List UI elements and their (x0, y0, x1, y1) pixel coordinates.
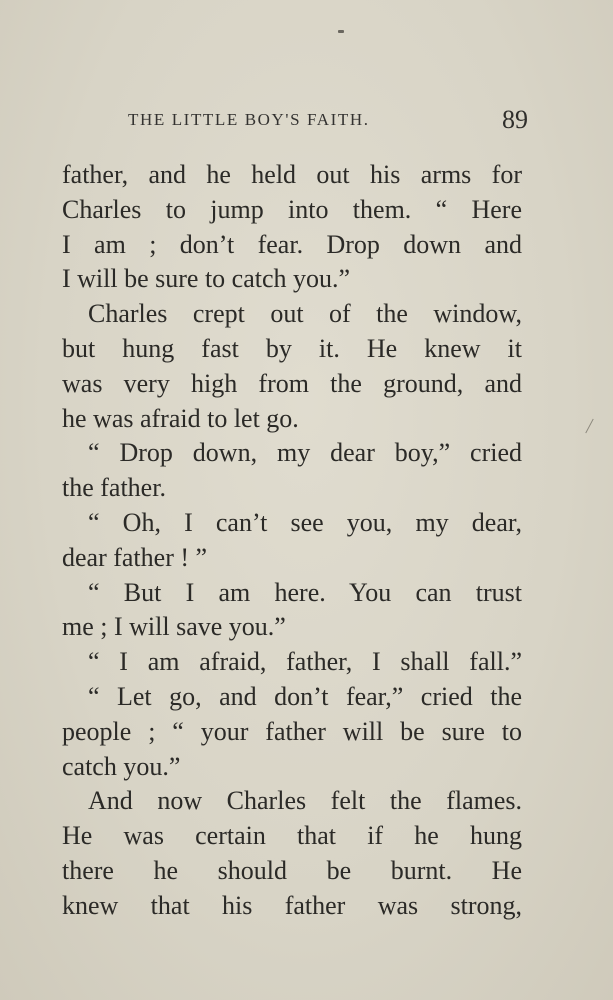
text-line: he was afraid to let go. (62, 403, 299, 433)
text-line: people ; “ your father will be sure to (62, 716, 522, 746)
body-text (62, 158, 522, 924)
text-line: “ I am afraid, father, I shall fall.” (88, 647, 522, 677)
text-line: there he should be burnt. He (62, 855, 522, 885)
text-line: “ Let go, and don’t fear,” cried the (88, 681, 522, 711)
text-line: “ But I am here. You can trust (88, 577, 522, 607)
text-line: catch you.” (62, 751, 181, 781)
ink-speck (338, 30, 344, 33)
text-line: Charles crept out of the window, (88, 299, 522, 329)
text-line: knew that his father was strong, (62, 890, 522, 920)
text-line: dear father ! ” (62, 542, 208, 572)
text-line: And now Charles felt the flames. (88, 786, 522, 816)
text-line: I will be sure to catch you.” (62, 264, 351, 294)
running-head (62, 104, 528, 136)
text-line: was very high from the ground, and (62, 368, 522, 398)
text-line: “ Drop down, my dear boy,” cried (88, 438, 522, 468)
text-line: the father. (62, 473, 166, 503)
text-line: “ Oh, I can’t see you, my dear, (88, 507, 522, 537)
text-line: father, and he held out his arms for (62, 160, 522, 189)
text-line: I am ; don’t fear. Drop down and (62, 229, 522, 259)
running-title: THE LITTLE BOY'S FAITH. (128, 110, 370, 129)
text-line: but hung fast by it. He knew it (62, 333, 522, 363)
text-line: me ; I will save you.” (62, 612, 286, 642)
text-line: Charles to jump into them. “ Here (62, 194, 522, 224)
text-line: He was certain that if he hung (62, 821, 522, 851)
page-number: 89 (502, 105, 528, 134)
pencil-mark (585, 419, 593, 434)
